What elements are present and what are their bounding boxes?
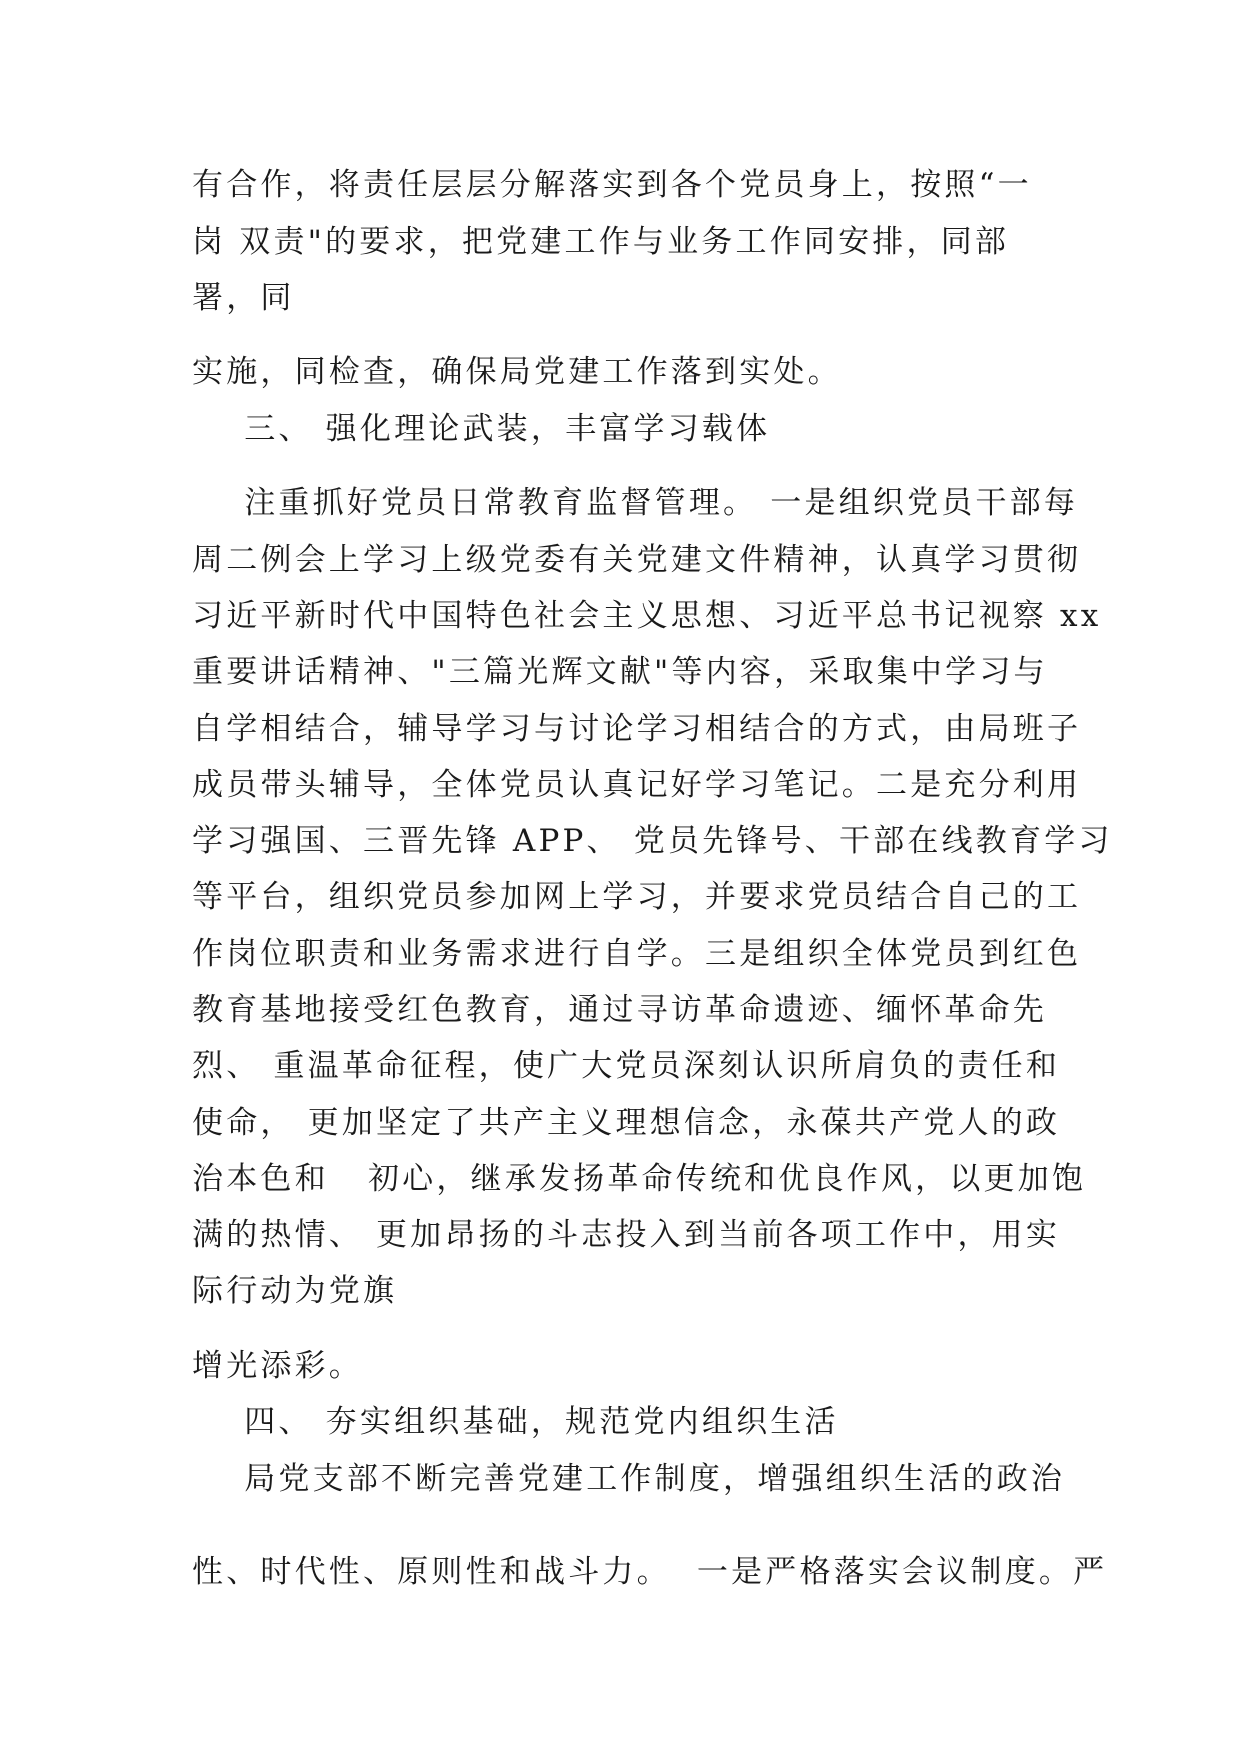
body-line-17: 治本色和 初心，继承发扬革命传统和优良作风，以更加饱 [192, 1161, 1087, 1197]
body-line-9: 自学相结合，辅导学习与讨论学习相结合的方式，由局班子 [192, 711, 1082, 747]
body-line-21: 局党支部不断完善党建工作制度，增强组织生活的政治 [192, 1461, 1066, 1497]
body-line-5: 注重抓好党员日常教育监督管理。 一是组织党员干部每 [192, 485, 1079, 521]
body-line-19: 际行动为党旗 [192, 1273, 398, 1309]
body-line-22: 性、时代性、原则性和战斗力。 一是严格落实会议制度。严 [192, 1554, 1108, 1590]
body-line-12: 等平台，组织党员参加网上学习，并要求党员结合自己的工 [192, 879, 1082, 915]
body-line-4: 实施，同检查，确保局党建工作落到实处。 [192, 354, 842, 390]
body-line-18: 满的热情、 更加昂扬的斗志投入到当前各项工作中，用实 [192, 1217, 1061, 1253]
section-heading-3: 三、 强化理论武装，丰富学习载体 [192, 411, 771, 447]
body-line-8: 重要讲话精神、"三篇光辉文献"等内容，采取集中学习与 [192, 654, 1048, 690]
body-line-13: 作岗位职责和业务需求进行自学。三是组织全体党员到红色 [192, 936, 1082, 972]
body-line-15: 烈、 重温革命征程，使广大党员深刻认识所肩负的责任和 [192, 1048, 1061, 1084]
section-heading-4: 四、 夯实组织基础，规范党内组织生活 [192, 1404, 839, 1440]
body-line-2: 岗 双责"的要求，把党建工作与业务工作同安排，同部 [192, 224, 1010, 260]
body-line-1: 有合作，将责任层层分解落实到各个党员身上，按照“一 [192, 167, 1032, 203]
body-line-6: 周二例会上学习上级党委有关党建文件精神，认真学习贯彻 [192, 542, 1082, 578]
body-line-16: 使命， 更加坚定了共产主义理想信念，永葆共产党人的政 [192, 1105, 1061, 1141]
body-line-20: 增光添彩。 [192, 1348, 363, 1384]
body-line-7: 习近平新时代中国特色社会主义思想、习近平总书记视察 xx [192, 598, 1102, 634]
body-line-14: 教育基地接受红色教育，通过寻访革命遗迹、缅怀革命先 [192, 992, 1047, 1028]
body-line-11: 学习强国、三晋先锋 APP、 党员先锋号、干部在线教育学习 [192, 823, 1113, 859]
body-line-3: 署，同 [192, 280, 295, 316]
body-line-10: 成员带头辅导，全体党员认真记好学习笔记。二是充分利用 [192, 767, 1082, 803]
